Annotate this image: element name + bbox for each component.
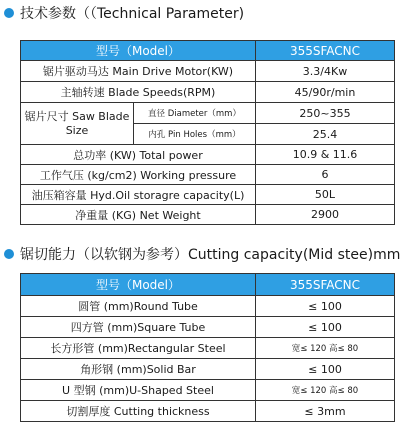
row-value: 宽≤ 120 高≤ 80 (256, 338, 395, 359)
row-value: 50L (256, 185, 395, 205)
table-row (21, 165, 395, 185)
cutting-capacity-table (20, 273, 395, 422)
table-row (21, 401, 395, 422)
diameter-label: 直径 Diameter（mm） (134, 103, 256, 124)
table-row (21, 317, 395, 338)
table-header-row (21, 274, 395, 296)
bullet-icon (4, 8, 14, 18)
technical-parameter-table (20, 40, 395, 225)
bullet-icon (4, 249, 14, 259)
row-value: 宽≤ 120 高≤ 80 (256, 380, 395, 401)
row-label: 长方形管 (mm)Rectangular Steel (21, 338, 256, 359)
table-row (21, 185, 395, 205)
table-row (21, 61, 395, 82)
row-value: ≤ 100 (256, 359, 395, 380)
row-label: 角形钢 (mm)Solid Bar (21, 359, 256, 380)
header-model-value: 355SFACNC (256, 274, 395, 296)
table-row (21, 205, 395, 225)
row-label: 圆管 (mm)Round Tube (21, 296, 256, 317)
row-value: ≤ 100 (256, 296, 395, 317)
table-row (21, 296, 395, 317)
row-label: 主轴转速 Blade Speeds(RPM) (21, 82, 256, 103)
table-row (21, 359, 395, 380)
row-label: 油压箱容量 Hyd.Oil storagre capacity(L) (21, 185, 256, 205)
section-title-text: 锯切能力（以软钢为参考）Cutting capacity(Mid stee)mm (20, 247, 401, 263)
blade-size-label: 锯片尺寸 Saw Blade Size (21, 103, 134, 145)
table-row (21, 380, 395, 401)
header-model-label: 型号（Model） (21, 41, 256, 61)
row-value: 6 (256, 165, 395, 185)
table-row (21, 82, 395, 103)
table-row (21, 145, 395, 165)
row-label: 总功率 (KW) Total power (21, 145, 256, 165)
row-value: 10.9 & 11.6 (256, 145, 395, 165)
row-label: 工作气压 (kg/cm2) Working pressure (21, 165, 256, 185)
row-value: 3.3/4Kw (256, 61, 395, 82)
table-row (21, 103, 395, 124)
row-value: 45/90r/min (256, 82, 395, 103)
table-row (21, 338, 395, 359)
row-label: 切割厚度 Cutting thickness (21, 401, 256, 422)
header-model-label: 型号（Model） (21, 274, 256, 296)
header-model-value: 355SFACNC (256, 41, 395, 61)
row-value: ≤ 3mm (256, 401, 395, 422)
section-title-cutting (4, 244, 400, 266)
row-label: 锯片驱动马达 Main Drive Motor(KW) (21, 61, 256, 82)
row-value: ≤ 100 (256, 317, 395, 338)
row-label: U 型钢 (mm)U-Shaped Steel (21, 380, 256, 401)
row-label: 净重量 (KG) Net Weight (21, 205, 256, 225)
row-label: 四方管 (mm)Square Tube (21, 317, 256, 338)
pin-holes-value: 25.4 (256, 124, 395, 145)
section-title-text: 技术参数（（Technical Parameter) (20, 6, 245, 22)
table-header-row (21, 41, 395, 61)
row-value: 2900 (256, 205, 395, 225)
pin-holes-label: 内孔 Pin Holes（mm） (134, 124, 256, 145)
diameter-value: 250~355 (256, 103, 395, 124)
section-title-technical (4, 3, 244, 25)
